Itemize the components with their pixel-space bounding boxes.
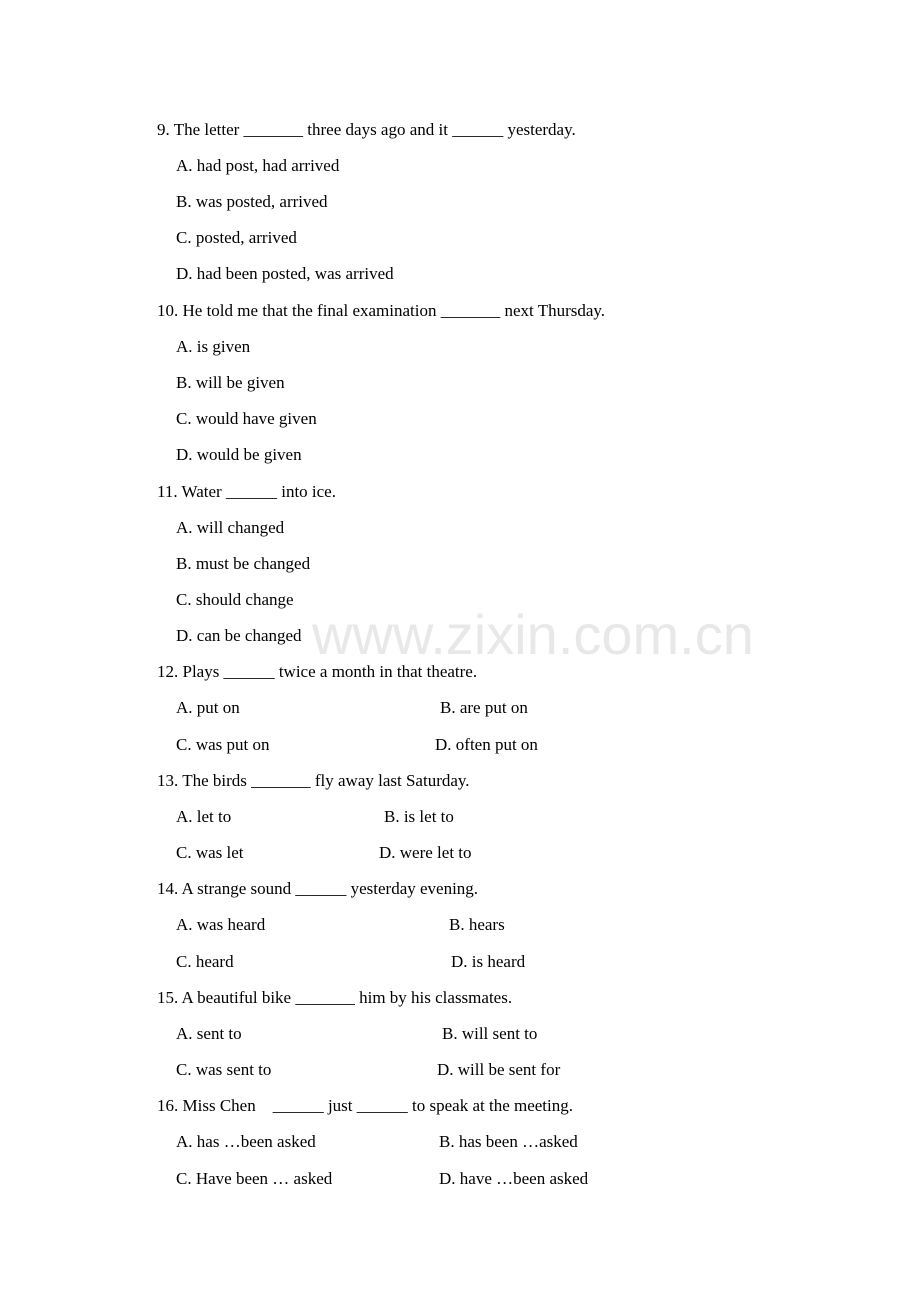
answer-option: B. has been …asked bbox=[439, 1132, 578, 1151]
answer-option: D. often put on bbox=[435, 735, 538, 754]
answer-option: C. posted, arrived bbox=[176, 228, 297, 247]
answer-option: C. was let bbox=[176, 843, 244, 862]
answer-option: A. had post, had arrived bbox=[176, 156, 340, 175]
answer-option: C. was put on bbox=[176, 735, 270, 754]
watermark: www.zixin.com.cn bbox=[312, 603, 754, 666]
question-stem: 11. Water ______ into ice. bbox=[157, 482, 336, 501]
answer-option: A. will changed bbox=[176, 518, 285, 537]
answer-option: D. have …been asked bbox=[439, 1169, 589, 1188]
question-stem: 13. The birds _______ fly away last Saturday. bbox=[157, 771, 470, 790]
question-stem: 16. Miss Chen ______ just ______ to speak at the meeting. bbox=[157, 1096, 573, 1115]
question-stem: 12. Plays ______ twice a month in that theatre. bbox=[157, 662, 478, 681]
answer-option: C. Have been … asked bbox=[176, 1169, 333, 1188]
answer-option: B. are put on bbox=[440, 698, 528, 717]
answer-option: B. hears bbox=[449, 915, 505, 934]
answer-option: D. is heard bbox=[451, 952, 526, 971]
answer-option: B. must be changed bbox=[176, 554, 311, 573]
answer-option: C. would have given bbox=[176, 409, 317, 428]
answer-option: D. were let to bbox=[379, 843, 472, 862]
answer-option: B. will sent to bbox=[442, 1024, 538, 1043]
answer-option: B. is let to bbox=[384, 807, 454, 826]
answer-option: A. let to bbox=[176, 807, 232, 826]
question-stem: 14. A strange sound ______ yesterday evening. bbox=[157, 879, 479, 898]
question-stem: 9. The letter _______ three days ago and it ______ yesterday. bbox=[157, 120, 576, 139]
answer-option: A. put on bbox=[176, 698, 240, 717]
answer-option: C. should change bbox=[176, 590, 294, 609]
answer-option: A. has …been asked bbox=[176, 1132, 316, 1151]
answer-option: C. heard bbox=[176, 952, 234, 971]
answer-option: D. had been posted, was arrived bbox=[176, 264, 394, 283]
answer-option: B. will be given bbox=[176, 373, 285, 392]
answer-option: A. sent to bbox=[176, 1024, 242, 1043]
question-stem: 10. He told me that the final examination _______ next Thursday. bbox=[157, 301, 606, 320]
answer-option: B. was posted, arrived bbox=[176, 192, 328, 211]
answer-option: D. will be sent for bbox=[437, 1060, 561, 1079]
answer-option: C. was sent to bbox=[176, 1060, 272, 1079]
question-stem: 15. A beautiful bike _______ him by his classmates. bbox=[157, 988, 513, 1007]
answer-option: D. would be given bbox=[176, 445, 302, 464]
answer-option: A. is given bbox=[176, 337, 251, 356]
answer-option: A. was heard bbox=[176, 915, 266, 934]
answer-option: D. can be changed bbox=[176, 626, 302, 645]
